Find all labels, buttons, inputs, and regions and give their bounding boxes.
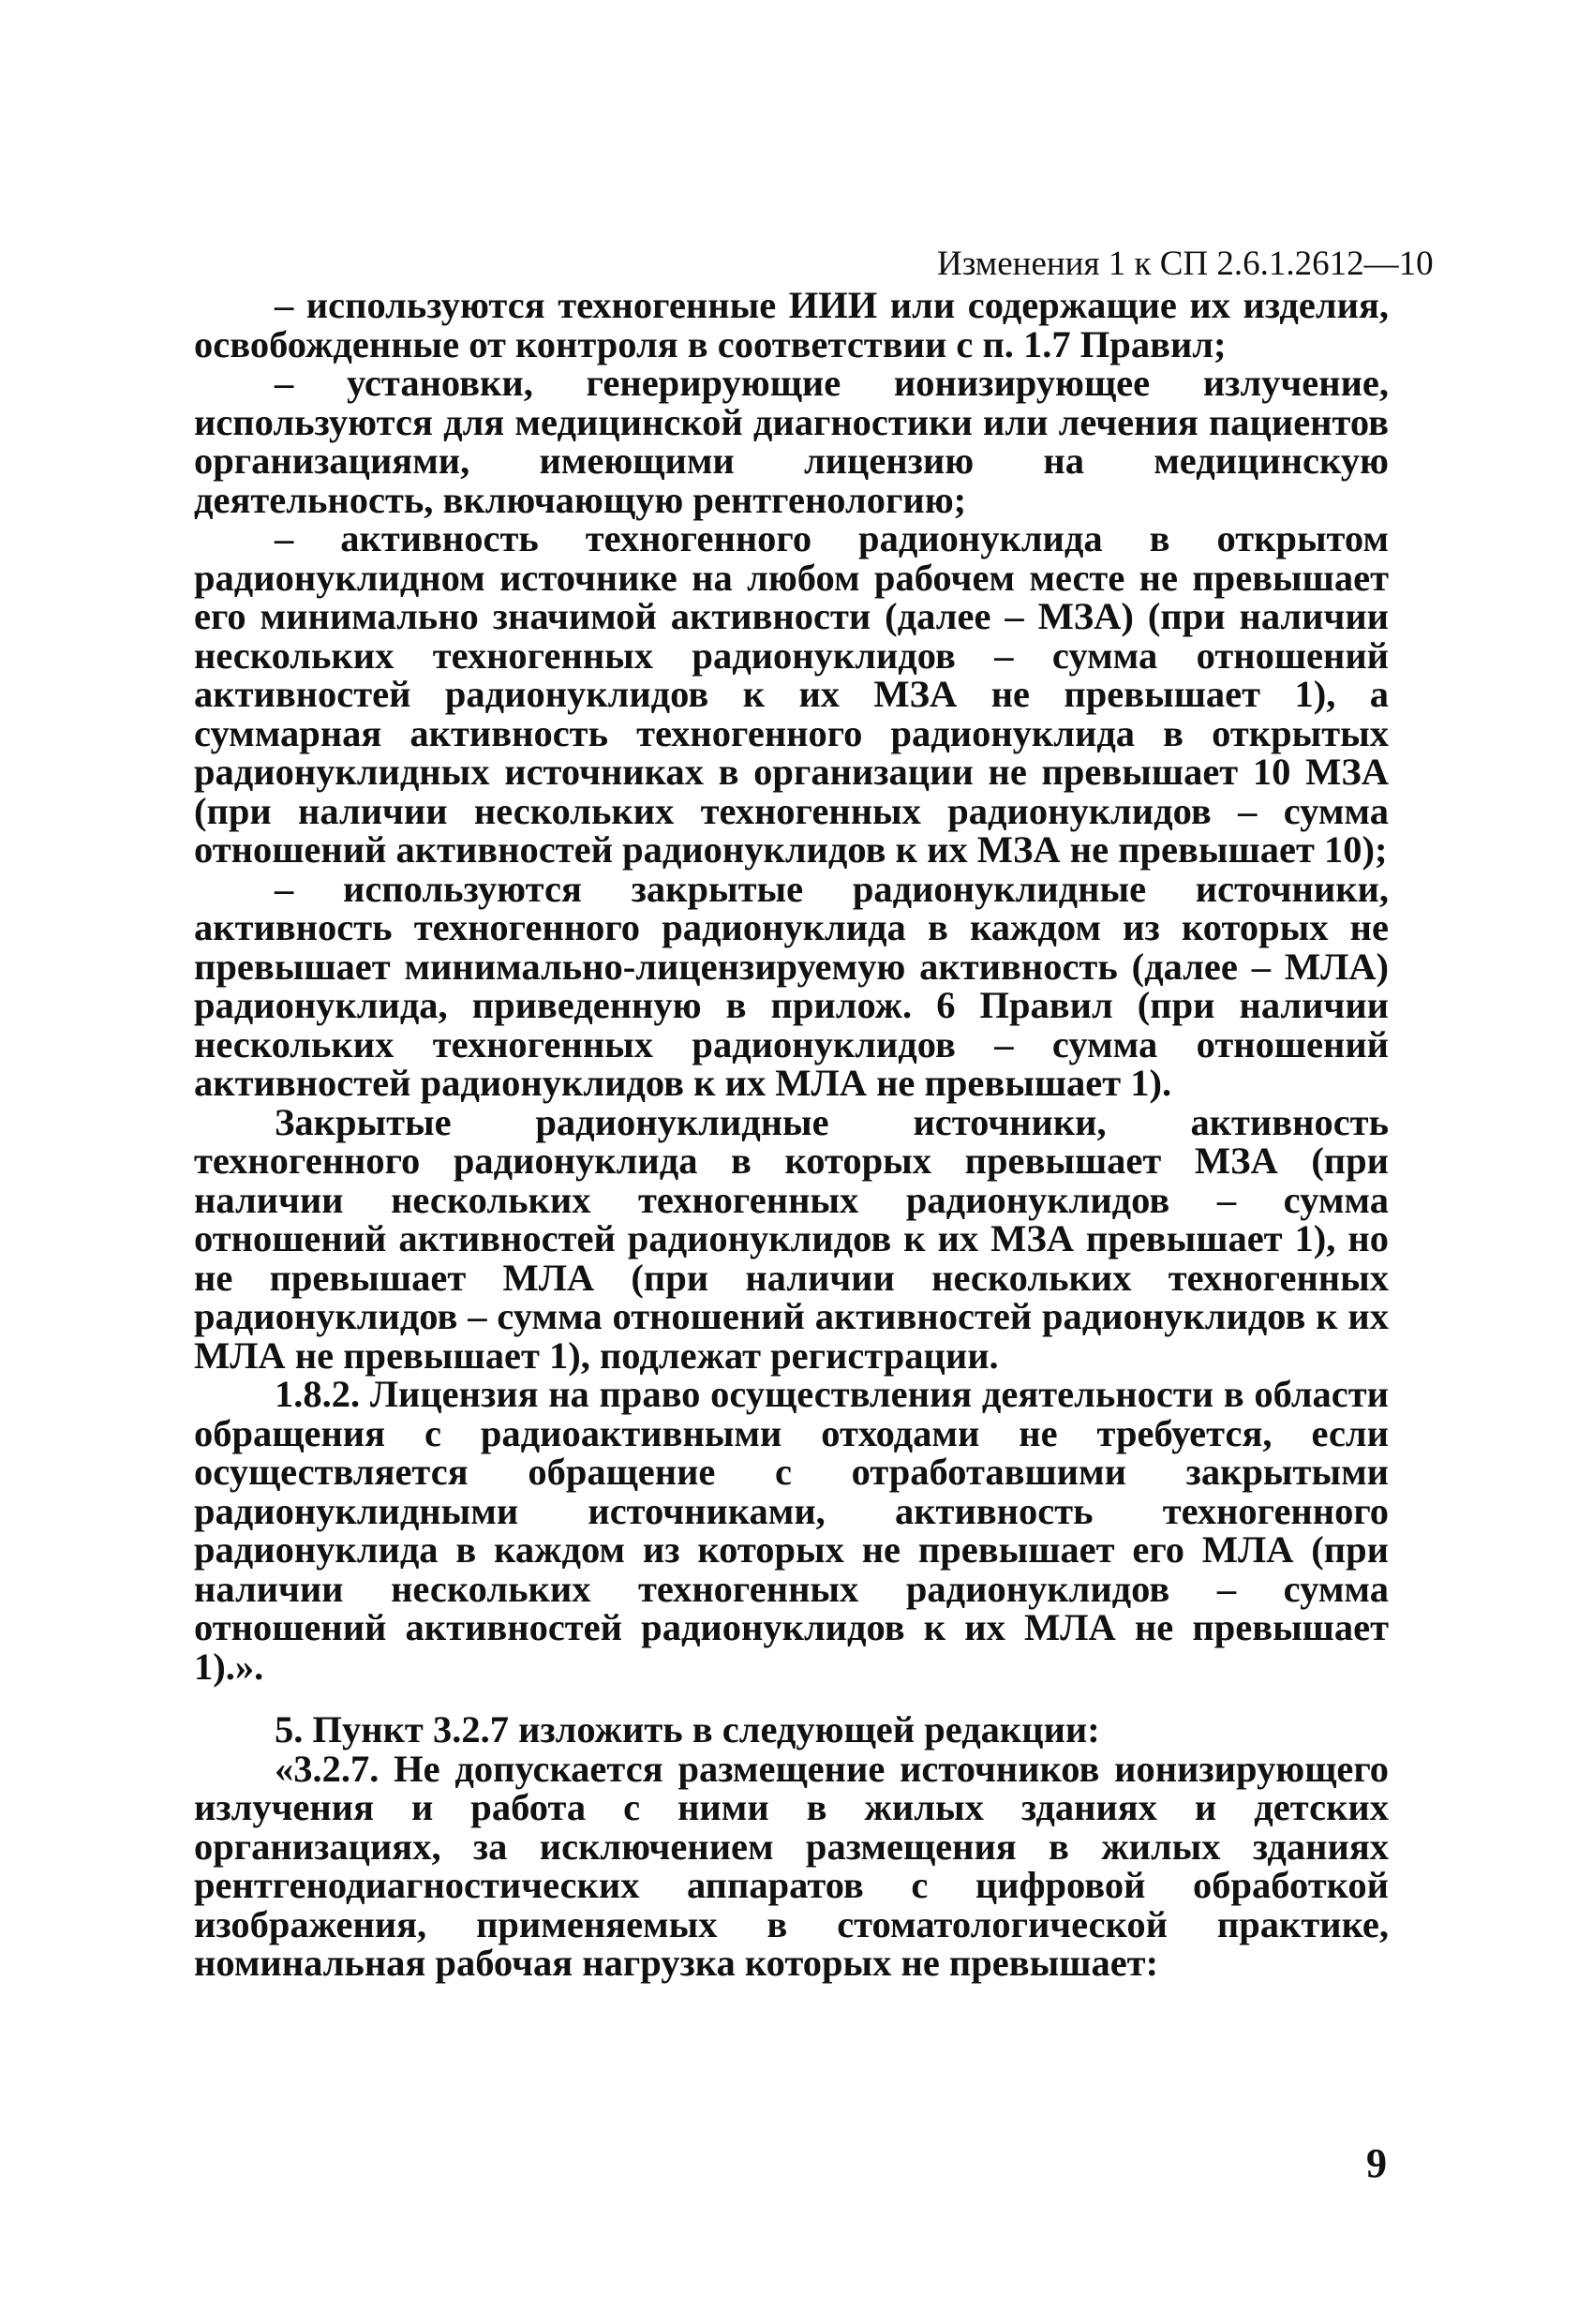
paragraph-1-8-2: 1.8.2. Лицензия на право осуществления деятельности в области обращения с радиоактивными отходами не требуется, если осуществляется обращение с отработавшими закрытыми радионуклидными источниками, активность техногенного радионуклида в каждом из которых не превышает его МЛА (при наличии нескольких техногенных радионуклидов – сумма отношений активностей радионуклидов к их МЛА не превышает 1).». <box>194 1373 1389 1688</box>
body-text <box>194 286 1389 1983</box>
paragraph-open-sources-activity: – активность техногенного радионуклида в открытом радионуклидном источнике на любом рабочем месте не превышает его минимально значимой активности (далее – МЗА) (при наличии нескольких техногенных радионуклидов – сумма отношений активностей радионуклидов к их МЗА не превышает 1), а суммарная активность техногенного радионуклида в открытых радионуклидных источниках в организации не превышает 10 МЗА (при наличии нескольких техногенных радионуклидов – сумма отношений активностей радионуклидов к их МЗА не превышает 10); <box>194 517 1389 871</box>
paragraph-item-5: 5. Пункт 3.2.7 изложить в следующей редакции: <box>275 1708 1100 1750</box>
paragraph-3-2-7: «3.2.7. Не допускается размещение источников ионизирующего излучения и работа с ними в жилых зданиях и детских организациях, за исключением размещения в жилых зданиях рентгенодиагностических аппаратов с цифровой обработкой изображения, применяемых в стоматологической практике, номинальная рабочая нагрузка которых не превышает: <box>194 1747 1389 1984</box>
running-header: Изменения 1 к СП 2.6.1.2612—10 <box>937 245 1434 283</box>
paragraph-closed-sources: – используются закрытые радионуклидные источники, активность техногенного радионуклида в каждом из которых не превышает минимально-лицензируемую активность (далее – МЛА) радионуклида, приведенную в прилож. 6 Правил (при наличии нескольких техногенных радионуклидов – сумма отношений активностей радионуклидов к их МЛА не превышает 1). <box>194 867 1389 1104</box>
paragraph-registration: Закрытые радионуклидные источники, активность техногенного радионуклида в которых превышает МЗА (при наличии нескольких техногенных радионуклидов – сумма отношений активностей радионуклидов к их МЗА превышает 1), но не превышает МЛА (при наличии нескольких техногенных радионуклидов – сумма отношений активностей радионуклидов к их МЛА не превышает 1), подлежат регистрации. <box>194 1100 1389 1377</box>
paragraph-exempt-devices: – используются техногенные ИИИ или содержащие их изделия, освобожденные от контроля в соответствии с п. 1.7 Правил; <box>194 284 1389 365</box>
paragraph-medical-installations: – установки, генерирующие ионизирующее излучение, используются для медицинской диагностики или лечения пациентов организациями, имеющими лицензию на медицинскую деятельность, включающую рентгенологию; <box>194 362 1389 521</box>
page-number: 9 <box>1366 2140 1387 2186</box>
